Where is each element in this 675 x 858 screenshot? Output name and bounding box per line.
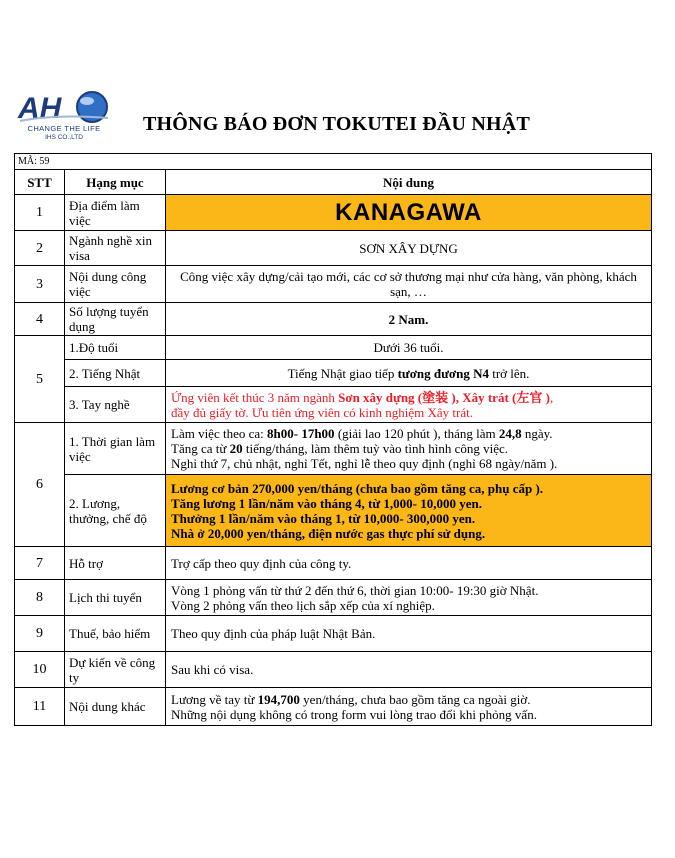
- exam-schedule-value: [166, 580, 652, 616]
- base-salary: Lương cơ bản 270,000 yen/tháng (chưa bao gồm tăng ca, phụ cấp ).: [171, 480, 544, 496]
- overtime-text: Tăng ca từ: [171, 441, 230, 456]
- skill-trades: Sơn xây dựng (塗装 ), Xây trát (左官 ): [338, 389, 550, 405]
- code-row: [15, 154, 652, 170]
- work-time-value: [166, 423, 652, 475]
- exam-round-2: Vòng 2 phỏng vấn theo lịch sắp xếp của xí nghiệp.: [171, 597, 435, 613]
- support-value: Trợ cấp theo quy định của công ty.: [166, 547, 652, 580]
- work-time-text: ngày.: [521, 426, 553, 441]
- exam-round-1: Vòng 1 phỏng vấn từ thứ 2 đến thứ 6, thời gian 10:00- 19:30 giờ Nhật.: [171, 582, 539, 598]
- work-time-text: (giải lao 120 phút ), tháng làm: [334, 426, 499, 441]
- stt-cell: 8: [15, 580, 65, 616]
- header-category: Hạng mục: [65, 170, 166, 195]
- table-row: [15, 195, 652, 231]
- header-row: [15, 170, 652, 195]
- table-row: [15, 360, 652, 387]
- overtime-hours: 20: [229, 441, 243, 456]
- category-cell: Dự kiến về công ty: [65, 652, 166, 688]
- table-row: [15, 580, 652, 616]
- svg-text:AH: AH: [18, 92, 62, 125]
- work-time-text: Làm việc theo ca:: [171, 426, 268, 441]
- category-cell: Hỗ trợ: [65, 547, 166, 580]
- table-row: [15, 423, 652, 475]
- job-code: MÃ: 59: [15, 154, 652, 170]
- age-value: Dưới 36 tuổi.: [166, 336, 652, 360]
- header-content: Nội dung: [166, 170, 652, 195]
- other-note: Những nội dụng không có trong form vui lòng trao đổi khi phỏng vấn.: [171, 706, 537, 722]
- other-content-value: [166, 688, 652, 726]
- stt-cell: 7: [15, 547, 65, 580]
- category-cell: Địa điểm làm việc: [65, 195, 166, 231]
- table-row: [15, 616, 652, 652]
- stt-cell: 3: [15, 266, 65, 303]
- japanese-text-c: trở lên.: [488, 365, 530, 381]
- salary-label: 2. Lương, thưởng, chế độ: [65, 475, 166, 547]
- japanese-value: [166, 360, 652, 387]
- stt-cell: 4: [15, 303, 65, 336]
- table-row: [15, 688, 652, 726]
- category-cell: Số lượng tuyển dụng: [65, 303, 166, 336]
- salary-value: [166, 475, 652, 547]
- stt-cell: 9: [15, 616, 65, 652]
- workplace-value: KANAGAWA: [166, 195, 652, 231]
- header-stt: STT: [15, 170, 65, 195]
- stt-cell: 1: [15, 195, 65, 231]
- table-row: [15, 475, 652, 547]
- tax-insurance-value: Theo quy định của pháp luật Nhật Bản.: [166, 616, 652, 652]
- table-row: [15, 336, 652, 360]
- skill-label: 3. Tay nghề: [65, 387, 166, 423]
- skill-text-c: ,: [549, 389, 554, 405]
- japanese-label: 2. Tiếng Nhật: [65, 360, 166, 387]
- net-salary-text: Lương về tay từ: [171, 691, 258, 707]
- job-table: [14, 153, 652, 726]
- work-time-label: 1. Thời gian làm việc: [65, 423, 166, 475]
- category-cell: Nội dung khác: [65, 688, 166, 726]
- housing-text: Nhà ở 20,000 yen/tháng, điện nước gas thực phí sử dụng.: [171, 525, 486, 541]
- company-logo: [14, 88, 114, 150]
- table-row: [15, 231, 652, 266]
- overtime-text: tiếng/tháng, làm thêm tuỳ vào tình hình công việc.: [242, 441, 509, 456]
- holidays-text: Nghỉ thứ 7, chủ nhật, nghỉ Tết, nghỉ lễ theo quy định (nghỉ 68 ngày/năm ).: [171, 456, 558, 471]
- skill-value: [166, 387, 652, 423]
- work-days: 24,8: [498, 426, 522, 441]
- japanese-level: tương đương N4: [397, 365, 489, 381]
- skill-text-d: đầy đủ giấy tờ. Ưu tiên ứng viên có kinh nghiệm Xây trát.: [171, 404, 474, 420]
- category-cell: Thuế, bảo hiểm: [65, 616, 166, 652]
- stt-cell: 5: [15, 336, 65, 423]
- table-row: [15, 266, 652, 303]
- stt-cell: 6: [15, 423, 65, 547]
- job-description-value: Công việc xây dựng/cải tạo mới, các cơ sở thương mại như cửa hàng, văn phòng, khách sạn, …: [166, 266, 652, 303]
- headcount-value: 2 Nam.: [166, 303, 652, 336]
- logo-company: IHS CO.,LTD: [45, 134, 83, 141]
- net-salary-text: yen/tháng, chưa bao gồm tăng ca ngoài giờ.: [299, 691, 531, 707]
- stt-cell: 10: [15, 652, 65, 688]
- trade-value: SƠN XÂY DỰNG: [166, 231, 652, 266]
- logo-tagline: CHANGE THE LIFE: [27, 124, 101, 133]
- category-cell: Ngành nghề xin visa: [65, 231, 166, 266]
- japanese-text-a: Tiếng Nhật giao tiếp: [287, 365, 398, 381]
- category-cell: Nội dung công việc: [65, 266, 166, 303]
- age-label: 1.Độ tuổi: [65, 336, 166, 360]
- table-row: [15, 652, 652, 688]
- table-row: [15, 387, 652, 423]
- bonus-text: Thưởng 1 lần/năm vào tháng 1, từ 10,000- 300,000 yen.: [171, 510, 476, 526]
- raise-text: Tăng lương 1 lần/năm vào tháng 4, từ 1,000- 10,000 yen.: [171, 495, 483, 511]
- departure-value: Sau khi có visa.: [166, 652, 652, 688]
- skill-text-a: Ứng viên kết thúc 3 năm ngành: [171, 389, 339, 405]
- table-row: [15, 303, 652, 336]
- page-title: THÔNG BÁO ĐƠN TOKUTEI ĐẦU NHẬT: [143, 113, 530, 135]
- stt-cell: 2: [15, 231, 65, 266]
- net-salary-amount: 194,700: [257, 691, 300, 707]
- work-hours: 8h00- 17h00: [267, 426, 335, 441]
- category-cell: Lịch thi tuyển: [65, 580, 166, 616]
- company-logo-icon: [16, 88, 110, 126]
- stt-cell: 11: [15, 688, 65, 726]
- table-row: [15, 547, 652, 580]
